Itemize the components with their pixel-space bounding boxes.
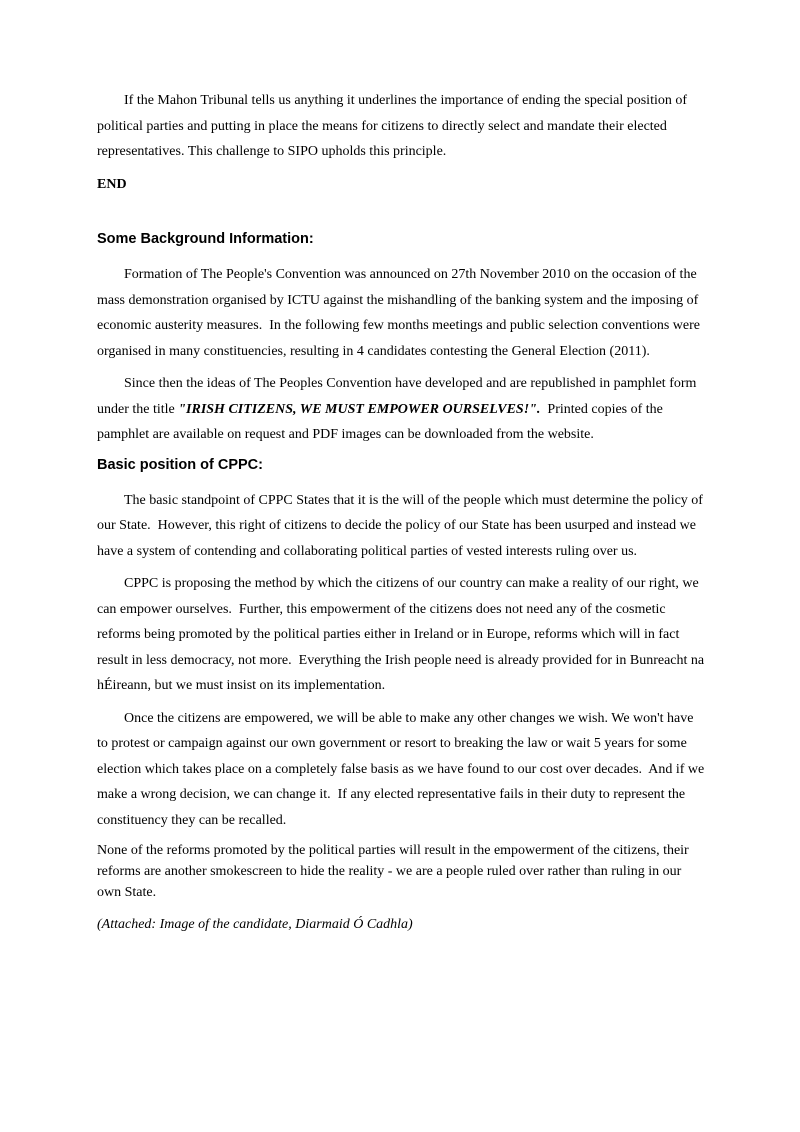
end-marker: END — [97, 176, 127, 192]
paragraph-basic-standpoint: The basic standpoint of CPPC States that it is the will of the people which must determine the policy of our State. However, this right of citizens to decide the policy of our State has been usurped and instead we have a system of contending and collaborating political parties of vested interests ruling over us. — [97, 492, 707, 559]
paragraph-formation: Formation of The People's Convention was announced on 27th November 2010 on the occasion of the mass demonstration organised by ICTU against the mishandling of the banking system and the imposing of economic austerity measures. In the following few months meetings and public selection conventions were organised in many constituencies, resulting in 4 candidates contesting the General Election (2011). — [97, 267, 704, 359]
pamphlet-title: "IRISH CITIZENS, WE MUST EMPOWER OURSELVES!". — [178, 401, 541, 417]
paragraph-since-then-lead: Since then the ideas of The Peoples Convention have developed and are republished in pamphlet form under the title — [97, 376, 700, 417]
paragraph-none-of-reforms: None of the reforms promoted by the political parties will result in the empowerment of the citizens, their reforms are another smokescreen to hide the reality - we are a people ruled over rather than ruling in our own State. — [97, 843, 693, 900]
paragraph-once-empowered: Once the citizens are empowered, we will be able to make any other changes we wish. We won't have to protest or campaign against our own government or resort to breaking the law or wait 5 years for some election which takes place on a completely false basis as we have found to our cost over decades. And if we make a wrong decision, we can change it. If any elected representative fails in their duty to represent the constituency they can be recalled. — [97, 710, 708, 828]
heading-basic-position-of-cppc: Basic position of CPPC: — [97, 456, 263, 473]
heading-some-background-information: Some Background Information: — [97, 231, 314, 247]
paragraph-since-then — [97, 371, 706, 448]
paragraph-mahon-tribunal: If the Mahon Tribunal tells us anything it underlines the importance of ending the special position of political parties and putting in place the means for citizens to directly select and mandate their elected representatives. This challenge to SIPO upholds this principle. — [97, 93, 691, 159]
paragraph-since-then-tail: Printed copies of the pamphlet are available on request and PDF images can be downloaded from the website. — [97, 401, 667, 442]
attachment-note: (Attached: Image of the candidate, Diarmaid Ó Cadhla) — [97, 917, 413, 932]
paragraph-cppc-proposing: CPPC is proposing the method by which the citizens of our country can make a reality of our right, we can empower ourselves. Further, this empowerment of the citizens does not need any of the cosmetic reforms being promoted by the political parties either in Ireland or in Europe, reforms which will in fact result in less democracy, not more. Everything the Irish people need is already provided for in Bunreacht na hÉireann, but we must insist on its implementation. — [97, 576, 708, 693]
